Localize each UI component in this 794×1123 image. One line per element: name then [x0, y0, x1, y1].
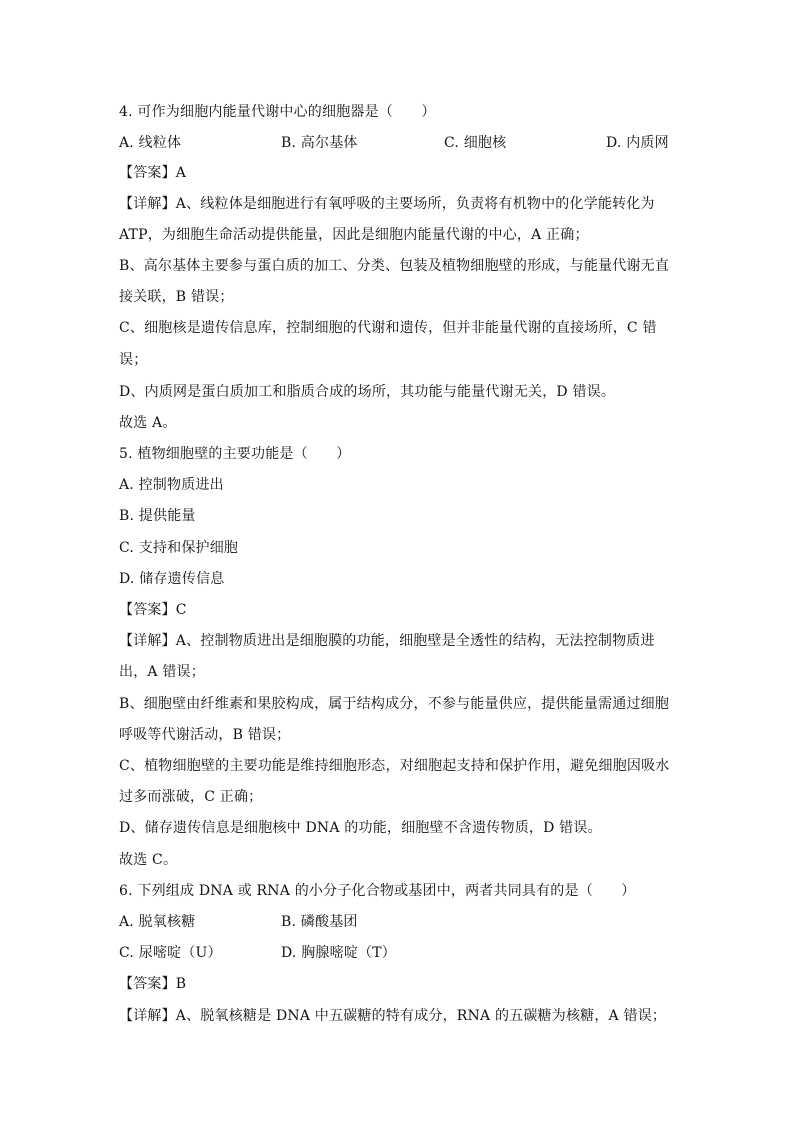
question-6-stem: 6. 下列组成 DNA 或 RNA 的小分子化合物或基团中，两者共同具有的是（ ） [119, 883, 636, 899]
question-4-option-c: C. 细胞核 [444, 135, 507, 151]
question-6-option-b: B. 磷酸基团 [281, 914, 358, 930]
question-4-explanation-line: 误； [119, 352, 148, 368]
question-4-option-a: A. 线粒体 [119, 135, 182, 151]
question-6-option-c: C. 尿嘧啶（U） [119, 945, 222, 961]
question-4-explanation-line: C、细胞核是遗传信息库，控制细胞的代谢和遗传，但并非能量代谢的直接场所，C 错 [119, 320, 657, 336]
question-5-conclusion: 故选 C。 [119, 852, 178, 868]
question-4-conclusion: 故选 A。 [119, 415, 177, 431]
question-4-stem: 4. 可作为细胞内能量代谢中心的细胞器是（ ） [119, 104, 436, 120]
question-4-explanation-line: D、内质网是蛋白质加工和脂质合成的场所，其功能与能量代谢无关，D 错误。 [119, 384, 616, 400]
question-4-explanation-line: 接关联，B 错误； [119, 289, 234, 305]
question-6-explanation-line: 【详解】A、脱氧核糖是 DNA 中五碳糖的特有成分，RNA 的五碳糖为核糖，A 错误； [119, 1008, 667, 1024]
question-4-explanation-line: B、高尔基体主要参与蛋白质的加工、分类、包装及植物细胞壁的形成，与能量代谢无直 [119, 258, 670, 274]
question-4-option-d: D. 内质网 [606, 135, 669, 151]
question-5-option-a: A. 控制物质进出 [119, 477, 224, 493]
question-5-stem: 5. 植物细胞壁的主要功能是（ ） [119, 446, 351, 462]
question-5-explanation-line: 【详解】A、控制物质进出是细胞膜的功能，细胞壁是全透性的结构，无法控制物质进 [119, 633, 655, 649]
question-4-answer: 【答案】A [119, 165, 187, 181]
question-5-explanation-line: 呼吸等代谢活动，B 错误； [119, 727, 291, 743]
question-5-explanation-line: 过多而涨破，C 正确； [119, 789, 263, 805]
question-5-answer: 【答案】C [119, 602, 187, 618]
question-4-explanation-line: 【详解】A、线粒体是细胞进行有氧呼吸的主要场所，负责将有机物中的化学能转化为 [119, 196, 655, 212]
question-6-answer: 【答案】B [119, 976, 187, 992]
question-4-explanation-line: ATP，为细胞生命活动提供能量，因此是细胞内能量代谢的中心，A 正确； [119, 227, 589, 243]
question-5-explanation-line: D、储存遗传信息是细胞核中 DNA 的功能，细胞壁不含遗传物质，D 错误。 [119, 820, 602, 836]
question-5-option-d: D. 储存遗传信息 [119, 571, 225, 587]
question-5-explanation-line: 出，A 错误； [119, 664, 205, 680]
question-5-option-c: C. 支持和保护细胞 [119, 540, 239, 556]
question-5-option-b: B. 提供能量 [119, 508, 196, 524]
question-5-explanation-line: B、细胞壁由纤维素和果胶构成，属于结构成分，不参与能量供应，提供能量需通过细胞 [119, 696, 670, 712]
question-6-option-d: D. 胸腺嘧啶（T） [281, 945, 396, 961]
question-4-option-b: B. 高尔基体 [281, 135, 358, 151]
question-6-option-a: A. 脱氧核糖 [119, 914, 196, 930]
question-5-explanation-line: C、植物细胞壁的主要功能是维持细胞形态，对细胞起支持和保护作用，避免细胞因吸水 [119, 758, 670, 774]
